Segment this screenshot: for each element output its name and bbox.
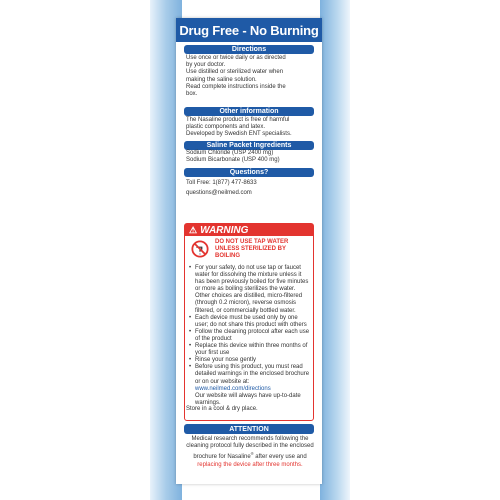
directions-line: Read complete instructions inside the: [186, 83, 286, 90]
directions-text: [186, 55, 286, 98]
warning-box: [184, 223, 314, 421]
warning-title: WARNING: [200, 224, 249, 236]
brochure-warning-text: Before using this product, you must read detailed warnings in the enclosed brochure or on our website at:: [195, 364, 310, 385]
ingredients-text: [186, 150, 280, 164]
directions-line: box.: [186, 91, 198, 98]
attention-text: [186, 436, 314, 469]
ingredients-heading: Saline Packet Ingredients: [184, 141, 314, 150]
warning-triangle-icon: ⚠: [189, 224, 198, 235]
attention-heading: ATTENTION: [184, 424, 314, 434]
questions-text: [186, 180, 257, 197]
directions-heading: Directions: [184, 45, 314, 54]
list-item: • For your safety, do not use tap or faucet water for dissolving the mixture unless it has been previously boiled for five minutes or more as boiling sterilizes the water. Other choices are distilled, micro-filtered (through 0.2 micron), reverse osmosis filtered, or commercially bottled water.: [189, 265, 311, 315]
registered-mark: ®: [250, 451, 254, 457]
list-item: [189, 364, 311, 407]
other-info-line: plastic components and latex.: [186, 124, 266, 131]
phone-number: Toll Free: 1(877) 477-8633: [186, 180, 257, 186]
ingredient-line: Sodium Chloride (USP 2400 mg): [186, 150, 274, 156]
directions-line: by your doctor.: [186, 62, 226, 69]
questions-heading: Questions?: [184, 168, 314, 177]
attention-text-red: replacing the device after three months.: [197, 461, 303, 468]
no-tap-water-text: DO NOT USE TAP WATER UNLESS STERILIZED BY BOILING: [215, 239, 289, 260]
label-panel: [176, 18, 322, 484]
attention-text-mid: after every use and: [253, 454, 307, 461]
directions-line: Use once or twice daily or as directed: [186, 55, 286, 61]
storage-note: Store in a cool & dry place.: [186, 406, 258, 412]
ingredient-line: Sodium Bicarbonate (USP 400 mg): [186, 157, 280, 164]
warning-bullets: [189, 265, 311, 407]
other-info-text: [186, 117, 292, 139]
website-link[interactable]: www.neilmed.com/directions: [195, 385, 271, 392]
panel-title: Drug Free - No Burning: [176, 18, 322, 42]
other-info-line: Developed by Swedish ENT specialists.: [186, 131, 292, 138]
warning-heading: [185, 224, 313, 236]
directions-line: making the saline solution.: [186, 76, 257, 83]
other-info-line: The Nasaline product is free of harmful: [186, 117, 290, 123]
no-tap-water-icon: [191, 240, 209, 258]
contact-email: questions@neilmed.com: [186, 190, 252, 197]
list-item: • Follow the cleaning protocol after each use of the product: [189, 329, 311, 343]
list-item: • Each device must be used only by one user; do not share this product with others: [189, 315, 311, 329]
box-side-right: [320, 0, 350, 500]
other-info-heading: Other information: [184, 107, 314, 116]
website-note: Our website will always have up-to-date warnings.: [195, 392, 301, 406]
list-item: • Replace this device within three months of your first use: [189, 343, 311, 357]
list-item: • Rinse your nose gently: [189, 357, 311, 364]
directions-line: Use distilled or sterilized water when: [186, 69, 284, 76]
attention-text-start: Medical research recommends following the cleaning protocol fully described in the enclosed brochure for Nasaline: [186, 436, 314, 461]
